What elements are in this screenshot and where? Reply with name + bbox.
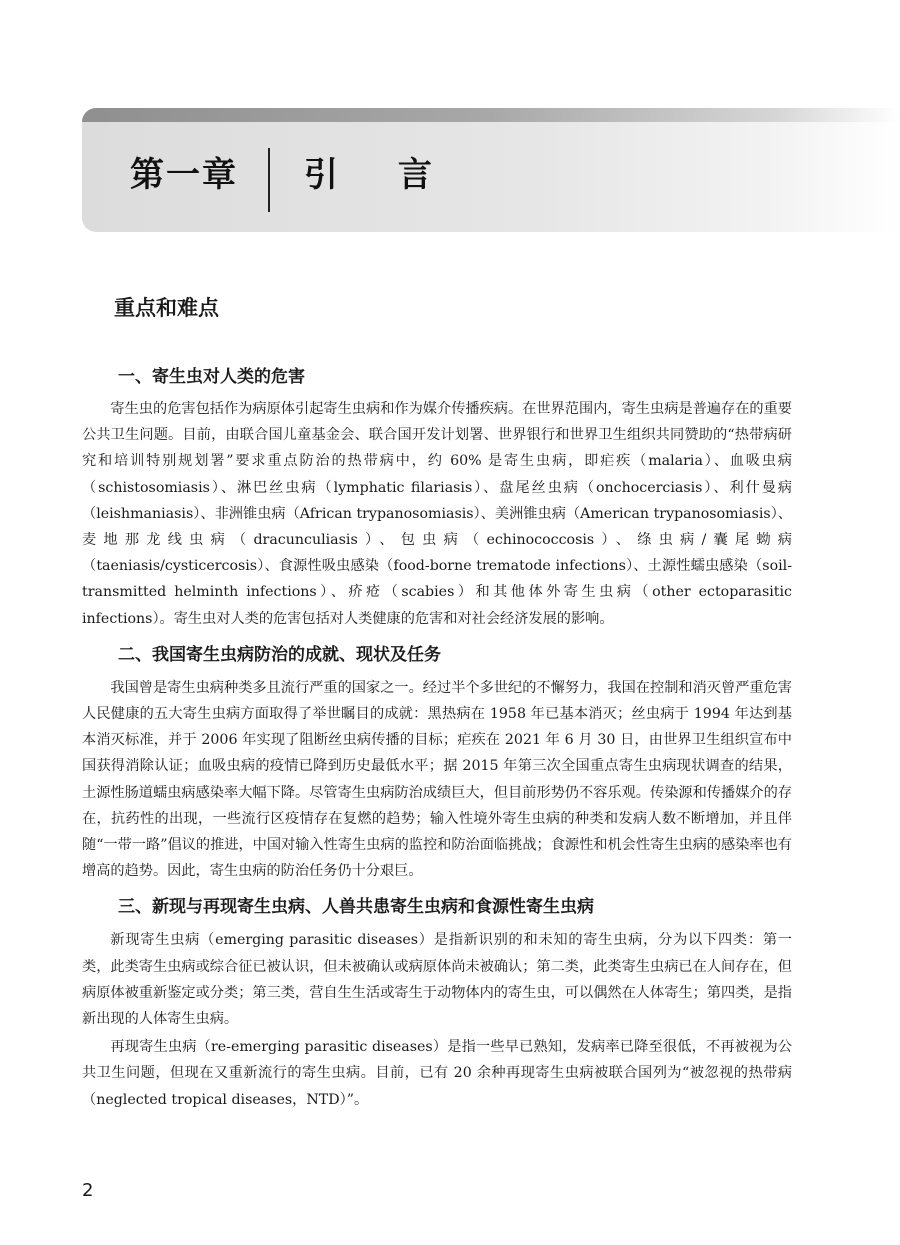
section-heading: 二、我国寄生虫病防治的成就、现状及任务 xyxy=(118,644,441,665)
section-achievements xyxy=(82,641,792,885)
banner-top-bar xyxy=(82,108,900,122)
paragraph: 寄生虫的危害包括作为病原体引起寄生虫病和作为媒介传播疾病。在世界范围内，寄生虫病是普遍存在的重要公共卫生问题。目前，由联合国儿童基金会、联合国开发计划署、世界银行和世界卫生组织共同赞助的“热带病研究和培训特别规划署”要求重点防治的热带病中，约 60% 是寄生虫病，即疟疾（malaria）、血吸虫病（schistosomiasis）、淋巴丝虫病（lymphatic filariasis）、盘尾丝虫病（onchocerciasis）、利什曼病（leishmaniasis）、非洲锥虫病（African trypanosomiasis）、美洲锥虫病（American trypanosomiasis）、麦地那龙线虫病（dracunculiasis）、包虫病（echinococcosis）、绦虫病/囊尾蚴病（taeniasis/cysticercosis）、食源性吸虫感染（food-borne trematode infections）、土源性蠕虫感染（soil-transmitted helminth infections）、疥疮（scabies）和其他体外寄生虫病（other ectoparasitic infections）。寄生虫对人类的危害包括对人类健康的危害和对社会经济发展的影响。 xyxy=(82,401,792,627)
paragraph: 再现寄生虫病（re-emerging parasitic diseases）是指一些早已熟知，发病率已降至很低，不再被视为公共卫生问题，但现在又重新流行的寄生虫病。目前，已有 20 余种再现寄生虫病被联合国列为“被忽视的热带病（neglected tropical diseases，NTD）”。 xyxy=(82,1039,792,1108)
section-harm xyxy=(82,363,792,632)
page-content xyxy=(82,290,792,1113)
chapter-number: 第一章 xyxy=(130,155,238,195)
section-emerging-diseases xyxy=(82,893,792,1112)
chapter-divider xyxy=(268,148,270,212)
chapter-title: 引 言 xyxy=(304,155,456,195)
page-number: 2 xyxy=(82,1180,94,1201)
paragraph: 我国曾是寄生虫病种类多且流行严重的国家之一。经过半个多世纪的不懈努力，我国在控制和消灭曾严重危害人民健康的五大寄生虫病方面取得了举世瞩目的成就：黑热病在 1958 年已基本消灭；丝虫病于 1994 年达到基本消灭标准，并于 2006 年实现了阻断丝虫病传播的目标；疟疾在 2021 年 6 月 30 日，由世界卫生组织宣布中国获得消除认证；血吸虫病的疫情已降到历史最低水平；据 2015 年第三次全国重点寄生虫病现状调查的结果，土源性肠道蠕虫病感染率大幅下降。尽管寄生虫病防治成绩巨大，但目前形势仍不容乐观。传染源和传播媒介的存在，抗药性的出现，一些流行区疫情存在复燃的趋势；输入性境外寄生虫病的种类和发病人数不断增加，并且伴随“一带一路”倡议的推进，中国对输入性寄生虫病的监控和防治面临挑战；食源性和机会性寄生虫病的感染率也有增高的趋势。因此，寄生虫病的防治任务仍十分艰巨。 xyxy=(82,679,792,880)
key-points-heading: 重点和难点 xyxy=(114,296,219,320)
section-heading: 三、新现与再现寄生虫病、人兽共患寄生虫病和食源性寄生虫病 xyxy=(118,897,594,918)
section-heading: 一、寄生虫对人类的危害 xyxy=(118,367,305,387)
chapter-banner xyxy=(82,108,900,232)
paragraph: 新现寄生虫病（emerging parasitic diseases）是指新识别的和未知的寄生虫病，分为以下四类：第一类，此类寄生虫病或综合征已被认识，但未被确认或病原体尚未被确认；第二类，此类寄生虫病已在人间存在，但病原体被重新鉴定或分类；第三类，营自生生活或寄生于动物体内的寄生虫，可以偶然在人体寄生；第四类，是指新出现的人体寄生虫病。 xyxy=(82,932,792,1028)
